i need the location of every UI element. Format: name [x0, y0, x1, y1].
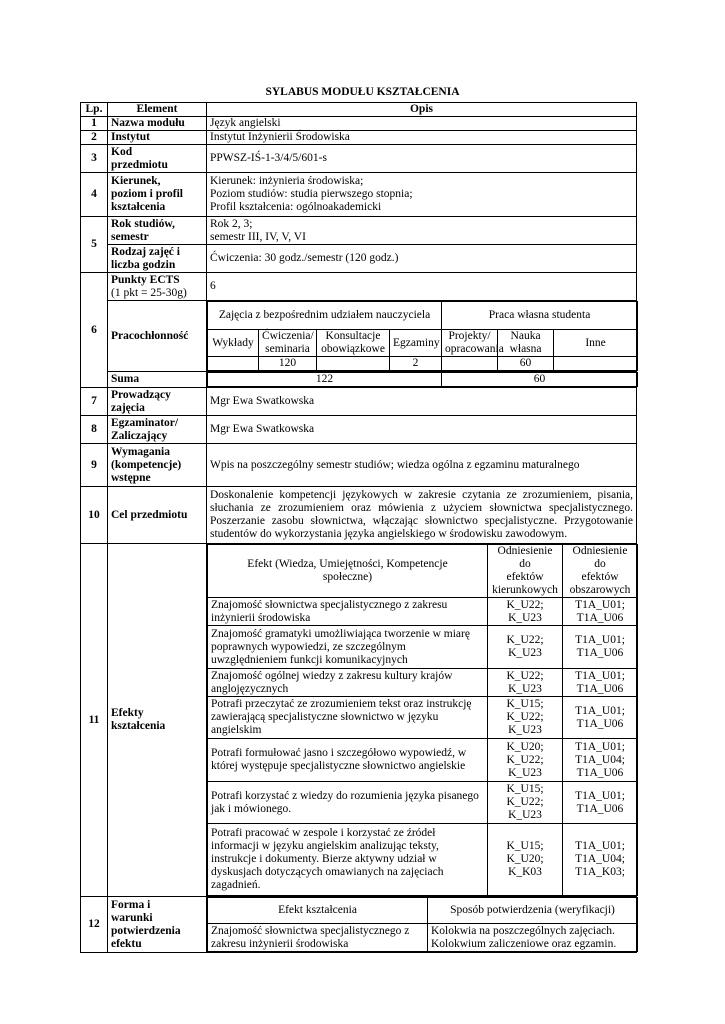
value-4: Kierunek: inżynieria środowiska; Poziom studiów: studia pierwszego stopnia; Profil kształcenia: ogólnoakademicki [207, 173, 637, 217]
effect-kier: K_U22; K_U23 [488, 626, 563, 669]
lp-5: 5 [81, 217, 108, 273]
effect-kier: K_U15; K_U22; K_U23 [488, 697, 563, 739]
value-year: Rok 2, 3; semestr III, IV, V, VI [207, 217, 637, 245]
effect-row [208, 598, 638, 626]
row-9 [81, 444, 637, 487]
element-year: Rok studiów, semestr [108, 217, 207, 245]
value-7: Mgr Ewa Swatkowska [207, 388, 637, 416]
effect-row [208, 669, 638, 697]
value-2: Instytut Inżynierii Środowiska [207, 131, 637, 145]
element-workload: Pracochłonność [108, 301, 207, 372]
row-7 [81, 388, 637, 416]
verification-header-method: Sposób potwierdzenia (weryfikacji) [428, 898, 638, 924]
lp-7: 7 [81, 388, 108, 416]
effect-obsz: T1A_U01; T1A_U04; T1A_U06 [563, 739, 638, 782]
lp-8: 8 [81, 416, 108, 444]
effect-text: Potrafi korzystać z wiedzy do rozumienia języka pisanego jak i mówionego. [208, 782, 488, 824]
lp-2: 2 [81, 131, 108, 145]
effect-text: Znajomość słownictwa specjalistycznego z zakresu inżynierii środowiska [208, 598, 488, 626]
effect-kier: K_U15; K_U20; K_K03 [488, 824, 563, 896]
element-suma: Suma [108, 372, 207, 388]
effect-text: Potrafi formułować jasno i szczegółowo wypowiedź, w której występuje specjalistyczne słownictwo angielskie [208, 739, 488, 782]
value-9: Wpis na poszczególny semestr studiów; wiedza ogólna z egzaminu maturalnego [207, 444, 637, 487]
suma-grid [207, 372, 637, 388]
row-5 [81, 245, 637, 273]
effects-header: Efekt (Wiedza, Umiejętności, Kompetencje społeczne) [208, 545, 488, 598]
lp-9: 9 [81, 444, 108, 487]
row-workload [81, 301, 637, 372]
row-4 [81, 173, 637, 217]
element-11: Efekty kształcenia [108, 544, 207, 897]
effect-obsz: T1A_U01; T1A_U06 [563, 669, 638, 697]
effect-obsz: T1A_U01; T1A_U06 [563, 598, 638, 626]
col-nauka: Nauka własna [498, 330, 554, 357]
effect-kier: K_U22; K_U23 [488, 669, 563, 697]
effect-obsz: T1A_U01; T1A_U06 [563, 626, 638, 669]
col-egzaminy: Egzaminy [390, 330, 442, 357]
header-opis: Opis [207, 103, 637, 117]
effects-grid [207, 544, 637, 897]
lp-10: 10 [81, 487, 108, 544]
element-8: Egzaminator/ Zaliczający [108, 416, 207, 444]
effect-kier: K_U20; K_U22; K_U23 [488, 739, 563, 782]
value-3: PPWSZ-IŚ-1-3/4/5/601-s [207, 145, 637, 173]
effect-text: Znajomość gramatyki umożliwiająca tworzenie w miarę poprawnych wypowiedzi, ze szczególnym uwzględnieniem funkcji komunikacyjnych [208, 626, 488, 669]
row-1 [81, 117, 637, 131]
effect-row [208, 697, 638, 739]
effects-header-obsz: Odniesienie do efektów obszarowych [563, 545, 638, 598]
verification-subtable [207, 897, 638, 952]
row-2 [81, 131, 637, 145]
workload-grid [207, 301, 637, 372]
val-inne [554, 357, 638, 371]
element-9: Wymagania (kompetencje) wstępne [108, 444, 207, 487]
element-ects [108, 273, 207, 301]
effect-text: Potrafi przeczytać ze zrozumieniem tekst oraz instrukcję zawierającą specjalistyczne słownictwo w języku angielskim [208, 697, 488, 739]
effect-kier: K_U22; K_U23 [488, 598, 563, 626]
val-konsultacje [317, 357, 390, 371]
header-row [81, 103, 637, 117]
col-cwiczenia: Ćwiczenia/ seminaria [259, 330, 317, 357]
val-nauka: 60 [498, 357, 554, 371]
suma-self: 60 [442, 373, 638, 387]
lp-11: 11 [81, 544, 108, 897]
element-10: Cel przedmiotu [108, 487, 207, 544]
row-10 [81, 487, 637, 544]
lp-12: 12 [81, 897, 108, 953]
suma-subtable [207, 372, 638, 387]
verification-header-effect: Efekt kształcenia [208, 898, 428, 924]
row-8 [81, 416, 637, 444]
val-egzaminy: 2 [390, 357, 442, 371]
workload-subtable [207, 301, 638, 371]
effect-obsz: T1A_U01; T1A_U06 [563, 697, 638, 739]
verification-effect: Znajomość słownictwa specjalistycznego z zakresu inżynierii środowiska [208, 924, 428, 952]
lp-3: 3 [81, 145, 108, 173]
value-1: Język angielski [207, 117, 637, 131]
val-projekty [442, 357, 498, 371]
effect-obsz: T1A_U01; T1A_U04; T1A_K03; [563, 824, 638, 896]
syllabus-table [80, 102, 637, 953]
effect-obsz: T1A_U01; T1A_U06 [563, 782, 638, 824]
value-8: Mgr Ewa Swatkowska [207, 416, 637, 444]
lp-1: 1 [81, 117, 108, 131]
lp-4: 4 [81, 173, 108, 217]
verification-grid [207, 897, 637, 953]
element-3: Kod przedmiotu [108, 145, 207, 173]
value-ects: 6 [207, 273, 637, 301]
lp-6: 6 [81, 273, 108, 388]
effect-row [208, 782, 638, 824]
val-wyklady [208, 357, 259, 371]
element-1: Nazwa modułu [108, 117, 207, 131]
row-year [81, 217, 637, 245]
document-title: SYLABUS MODUŁU KSZTAŁCENIA [265, 86, 460, 98]
suma-teacher: 122 [208, 373, 442, 387]
row-11 [81, 544, 637, 897]
effect-row [208, 739, 638, 782]
col-inne: Inne [554, 330, 638, 357]
effect-text: Znajomość ogólnej wiedzy z zakresu kultury krajów anglojęzycznych [208, 669, 488, 697]
row-3 [81, 145, 637, 173]
val-cwiczenia: 120 [259, 357, 317, 371]
group-teacher: Zajęcia z bezpośrednim udziałem nauczyciela [208, 302, 442, 330]
col-konsultacje: Konsultacje obowiązkowe [317, 330, 390, 357]
effect-row [208, 626, 638, 669]
row-suma [81, 372, 637, 388]
element-7: Prowadzący zajęcia [108, 388, 207, 416]
verification-method: Kolokwia na poszczególnych zajęciach. Kolokwium zaliczeniowe oraz egzamin. [428, 924, 638, 952]
effect-kier: K_U15; K_U22; K_U23 [488, 782, 563, 824]
element-2: Instytut [108, 131, 207, 145]
value-5: Ćwiczenia: 30 godz./semestr (120 godz.) [207, 245, 637, 273]
element-4: Kierunek, poziom i profil kształcenia [108, 173, 207, 217]
element-12: Forma i warunki potwierdzenia efektu [108, 897, 207, 953]
ects-label: Punkty ECTS [111, 273, 180, 286]
row-12 [81, 897, 637, 953]
header-element: Element [108, 103, 207, 117]
value-10: Doskonalenie kompetencji językowych w zakresie czytania ze zrozumieniem, pisania, słuchania ze zrozumieniem oraz mówienia z użyciem słownictwa specjalistycznego. Poszerzanie zasobu słownictwa, włączając słownictwo specjalistyczne. Przygotowanie studentów do wykorzystania języka angielskiego w środowisku zawodowym. [207, 487, 637, 544]
header-lp: Lp. [81, 103, 108, 117]
element-5: Rodzaj zajęć i liczba godzin [108, 245, 207, 273]
ects-sub: (1 pkt = 25-30g) [111, 286, 187, 299]
effects-subtable [207, 544, 638, 896]
col-projekty: Projekty/ opracowania [442, 330, 498, 357]
effect-row [208, 824, 638, 896]
effect-text: Potrafi pracować w zespole i korzystać ze źródeł informacji w języku angielskim analizując teksty, instrukcje i dokumenty. Bierze aktywny udział w dyskusjach dotyczących omawianych na zajęciach zagadnień. [208, 824, 488, 896]
effects-header-kier: Odniesienie do efektów kierunkowych [488, 545, 563, 598]
col-wyklady: Wykłady [208, 330, 259, 357]
row-ects [81, 273, 637, 301]
group-self: Praca własna studenta [442, 302, 638, 330]
